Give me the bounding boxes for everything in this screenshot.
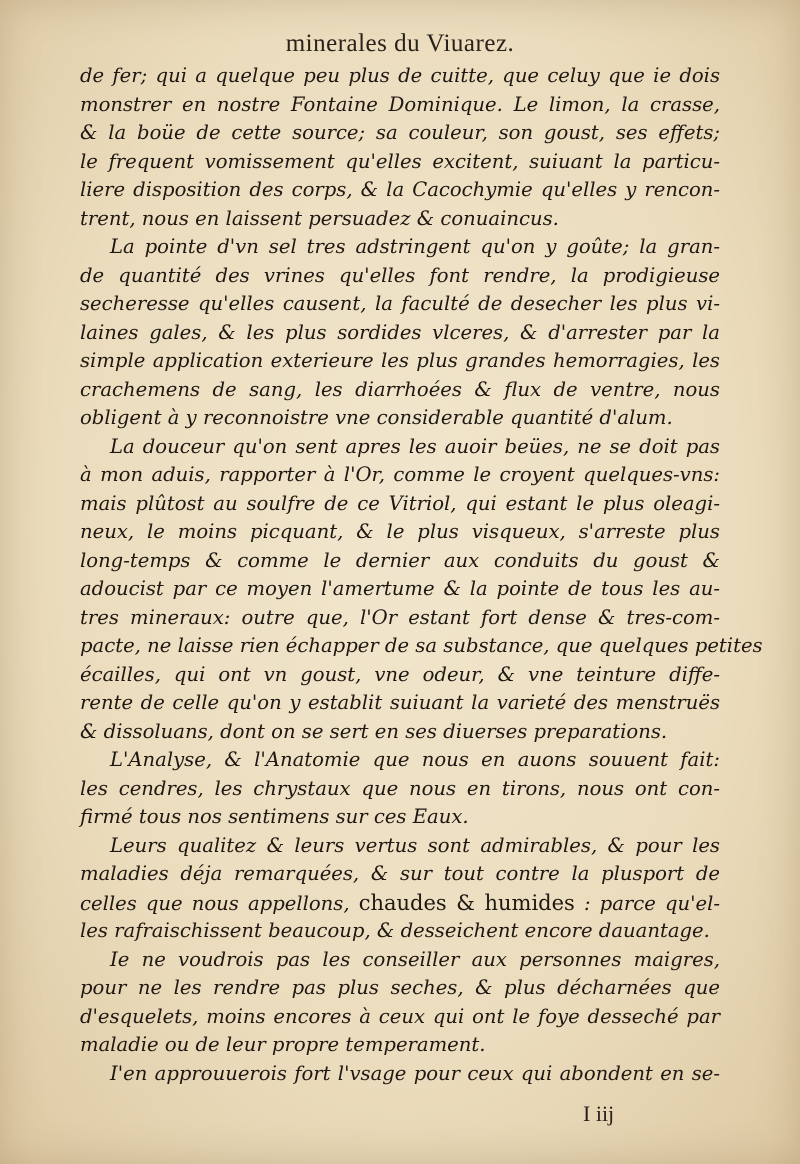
text-line: long-temps & comme le dernier aux conduits du goust & <box>80 548 720 572</box>
text-line: L'Analyse, & l'Anatomie que nous en auons souuent fait: <box>110 748 720 771</box>
text-line: maladie ou de leur propre temperament. <box>80 1033 486 1056</box>
text-line: simple application exterieure les plus grandes hemorragies, les <box>80 349 720 372</box>
text-line: liere disposition des corps, & la Cacochymie qu'elles y rencon- <box>80 178 720 201</box>
text-line: écailles, qui ont vn goust, vne odeur, & vne teinture diffe- <box>80 662 720 686</box>
text-line: pacte, ne laisse rien échapper de sa substance, que quelques petites <box>80 634 763 657</box>
text-line: le frequent vomissement qu'elles excitent, suiuant la particu- <box>80 149 720 173</box>
text-line: pour ne les rendre pas plus seches, & plus décharnées que <box>80 976 720 999</box>
text-line: les cendres, les chrystaux que nous en tirons, nous ont con- <box>80 776 720 800</box>
text-line: I'en approuuerois fort l'vsage pour ceux qui abondent en se- <box>110 1061 720 1085</box>
text-line: de fer; qui a quelque peu plus de cuitte, que celuy que ie dois <box>80 64 720 87</box>
text-line: celles que nous appellons, chaudes & humides : parce qu'el- <box>80 890 720 915</box>
text-line: monstrer en nostre Fontaine Dominique. Le limon, la crasse, <box>80 92 720 116</box>
signature-mark: I iij <box>583 1101 615 1126</box>
roman-phrase: chaudes & humides <box>358 890 575 915</box>
text-line: La douceur qu'on sent apres les auoir beües, ne se doit pas <box>110 434 720 458</box>
text-line: trent, nous en laissent persuadez & conuaincus. <box>80 206 559 230</box>
text-line: crachemens de sang, les diarrhoées & flux de ventre, nous <box>80 377 720 401</box>
text-line: Leurs qualitez & leurs vertus sont admirables, & pour les <box>110 833 720 857</box>
text-line: secheresse qu'elles causent, la faculté de desecher les plus vi- <box>80 292 720 315</box>
text-line: laines gales, & les plus sordides vlceres, & d'arrester par la <box>80 320 720 344</box>
text-line: neux, le moins picquant, & le plus visqueux, s'arreste plus <box>80 520 720 543</box>
text-line: à mon aduis, rapporter à l'Or, comme le croyent quelques-vns: <box>80 463 720 486</box>
text-line: obligent à y reconnoistre vne considerable quantité d'alum. <box>80 406 673 429</box>
text-line: mais plûtost au soulfre de ce Vitriol, qui estant le plus oleagi- <box>80 491 720 515</box>
text-line: de quantité des vrines qu'elles font rendre, la prodigieuse <box>80 263 720 287</box>
text-line: les rafraischissent beaucoup, & desseichent encore dauantage. <box>80 919 710 942</box>
text-line: La pointe d'vn sel tres adstringent qu'on y goûte; la gran- <box>110 235 720 258</box>
text-line: firmé tous nos sentimens sur ces Eaux. <box>80 805 469 828</box>
text-line: & dissoluans, dont on se sert en ses diuerses preparations. <box>80 719 668 743</box>
text-line: Ie ne voudrois pas les conseiller aux personnes maigres, <box>110 947 720 971</box>
text-line: maladies déja remarquées, & sur tout contre la plusport de <box>80 862 720 885</box>
text-line: rente de celle qu'on y establit suiuant la varieté des menstruës <box>80 691 720 714</box>
running-head: minerales du Viuarez. <box>285 30 515 57</box>
text-line: tres mineraux: outre que, l'Or estant fort dense & tres-com- <box>80 605 720 629</box>
text-line: adoucist par ce moyen l'amertume & la pointe de tous les au- <box>80 577 720 600</box>
text-line: & la boüe de cette source; sa couleur, son goust, ses effets; <box>80 121 720 144</box>
text-line: d'esquelets, moins encores à ceux qui ont le foye desseché par <box>80 1004 720 1028</box>
body-text <box>80 62 763 1088</box>
